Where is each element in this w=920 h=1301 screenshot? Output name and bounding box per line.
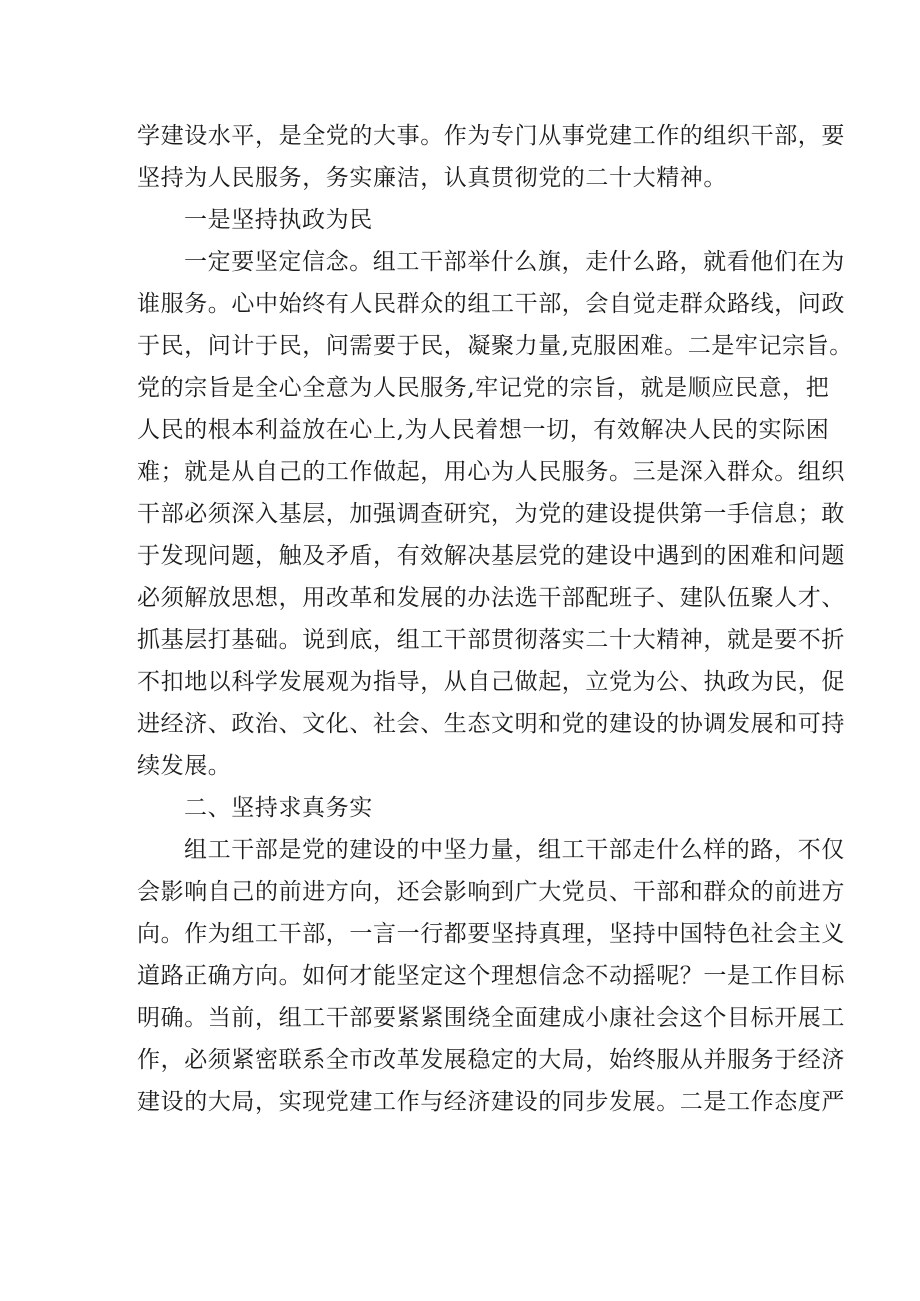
text-line: 会影响自己的前进方向，还会影响到广大党员、干部和群众的前进方 [137, 879, 845, 905]
text-line: 坚持为人民服务，务实廉洁，认真贯彻党的二十大精神。 [137, 165, 727, 191]
text-line: 干部必须深入基层，加强调查研究，为党的建设提供第一手信息；敢 [137, 501, 845, 527]
text-line: 续发展。 [137, 753, 232, 779]
text-line: 不扣地以科学发展观为指导，从自己做起，立党为公、执政为民，促 [137, 669, 845, 695]
text-line: 于民，问计于民，问需要于民，凝聚力量,克服困难。二是牢记宗旨。 [137, 333, 853, 359]
text-line: 必须解放思想，用改革和发展的办法选干部配班子、建队伍聚人才、 [137, 585, 845, 611]
section-heading: 一是坚持执政为民 [184, 207, 373, 233]
text-line: 组工干部是党的建设的中坚力量，组工干部走什么样的路，不仅 [184, 837, 845, 863]
text-line: 难；就是从自己的工作做起，用心为人民服务。三是深入群众。组织 [137, 459, 845, 485]
text-line: 党的宗旨是全心全意为人民服务,牢记党的宗旨，就是顺应民意，把 [137, 375, 830, 401]
text-line: 建设的大局，实现党建工作与经济建设的同步发展。二是工作态度严 [137, 1089, 845, 1115]
text-line: 道路正确方向。如何才能坚定这个理想信念不动摇呢？一是工作目标 [137, 963, 845, 989]
text-line: 明确。当前，组工干部要紧紧围绕全面建成小康社会这个目标开展工 [137, 1005, 845, 1031]
text-line: 一定要坚定信念。组工干部举什么旗，走什么路，就看他们在为 [184, 249, 845, 275]
document-body [137, 115, 853, 1123]
text-line: 学建设水平，是全党的大事。作为专门从事党建工作的组织干部，要 [137, 123, 845, 149]
text-line: 作，必须紧密联系全市改革发展稳定的大局，始终服从并服务于经济 [137, 1047, 845, 1073]
section-heading: 二、坚持求真务实 [184, 795, 373, 821]
text-line: 谁服务。心中始终有人民群众的组工干部，会自觉走群众路线，问政 [137, 291, 845, 317]
text-line: 人民的根本利益放在心上,为人民着想一切，有效解决人民的实际困 [137, 417, 830, 443]
text-line: 抓基层打基础。说到底，组工干部贯彻落实二十大精神，就是要不折 [137, 627, 845, 653]
text-line: 于发现问题，触及矛盾，有效解决基层党的建设中遇到的困难和问题 [137, 543, 845, 569]
text-line: 向。作为组工干部，一言一行都要坚持真理，坚持中国特色社会主义 [137, 921, 845, 947]
text-line: 进经济、政治、文化、社会、生态文明和党的建设的协调发展和可持 [137, 711, 845, 737]
